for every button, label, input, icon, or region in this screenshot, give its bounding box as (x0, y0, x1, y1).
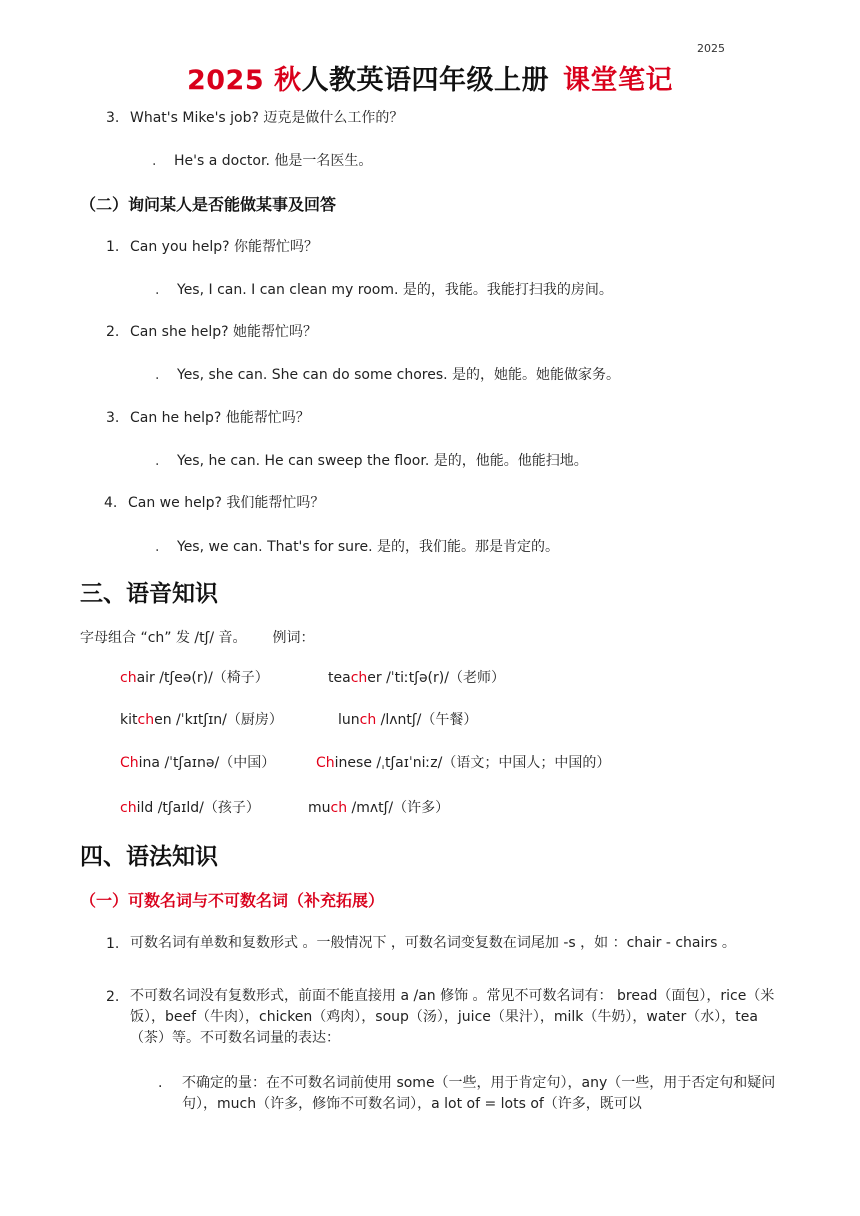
phonics-word: chair /tʃeə(r)/（椅子） (120, 670, 269, 686)
title-part3: 课堂笔记 (563, 65, 674, 96)
phonics-word: child /tʃaɪld/（孩子） (120, 800, 260, 816)
grammar-point-1: 可数名词有单数和复数形式 。一般情况下 ，可数名词变复数在词尾加 -s ，如 ：chair - chairs 。 (130, 935, 736, 951)
phonics-intro: 字母组合 “ch” 发 /tʃ/ 音。 例词： (80, 630, 315, 646)
title-part2: 人教英语四年级上册 (301, 65, 550, 96)
phonics-word: Chinese /ˌtʃaɪˈniːz/（语文；中国人；中国的） (316, 755, 611, 771)
phonics-word: much /mʌtʃ/（许多） (308, 800, 450, 816)
question-3: 3. What's Mike's job? 迈克是做什么工作的？ (106, 110, 404, 126)
phonics-word: teacher /ˈtiːtʃə(r)/（老师） (328, 670, 505, 686)
corner-year: 2025 (697, 42, 725, 55)
phonics-heading: 三、语音知识 (80, 581, 218, 607)
grammar-point-1-number: 1. (106, 936, 120, 952)
grammar-point-3: 不确定的量：在不可数名词前使用 some（一些，用于肯定句），any（一些，用于否定句和疑问句），much（许多，修饰不可数名词），a lot of = lots of（许多，既可以 (182, 1075, 776, 1112)
phonics-word: lunch /lʌntʃ/（午餐） (338, 712, 478, 728)
phonics-word: kitchen /ˈkɪtʃɪn/（厨房） (120, 712, 283, 728)
item-2-answer: . Yes, she can. She can do some chores. 是的，她能。她能做家务。 (155, 367, 621, 383)
grammar-point-2-number: 2. (106, 989, 120, 1005)
grammar-heading: 四、语法知识 (80, 844, 218, 870)
grammar-subheading: （一）可数名词与不可数名词（补充拓展） (80, 891, 385, 910)
grammar-point-3-bullet: . (158, 1075, 163, 1091)
item-3-answer: . Yes, he can. He can sweep the floor. 是的，他能。他能扫地。 (155, 453, 588, 469)
item-1-answer: . Yes, I can. I can clean my room. 是的，我能。我能打扫我的房间。 (155, 282, 613, 298)
item-2-question: 2. Can she help? 她能帮忙吗？ (106, 324, 318, 340)
page-title (0, 58, 860, 97)
phonics-word: China /ˈtʃaɪnə/（中国） (120, 755, 276, 771)
section-2-heading: （二）询问某人是否能做某事及回答 (80, 195, 337, 214)
item-4-question: 4. Can we help? 我们能帮忙吗？ (104, 495, 325, 511)
grammar-point-2: 不可数名词没有复数形式，前面不能直接用 a /an 修饰 。常见不可数名词有： bread（面包），rice（米饭），beef（牛肉），chicken（鸡肉），soup（汤），juice（果汁），milk（牛奶），water（水），tea（茶）等。不可数名词量的表达： (130, 988, 775, 1046)
answer-3: . He's a doctor. 他是一名医生。 (152, 153, 373, 169)
title-part1: 2025 秋 (186, 65, 302, 96)
item-3-question: 3. Can he help? 他能帮忙吗？ (106, 410, 310, 426)
item-4-answer: . Yes, we can. That's for sure. 是的，我们能。那是肯定的。 (155, 539, 559, 555)
item-1-question: 1. Can you help? 你能帮忙吗？ (106, 239, 318, 255)
